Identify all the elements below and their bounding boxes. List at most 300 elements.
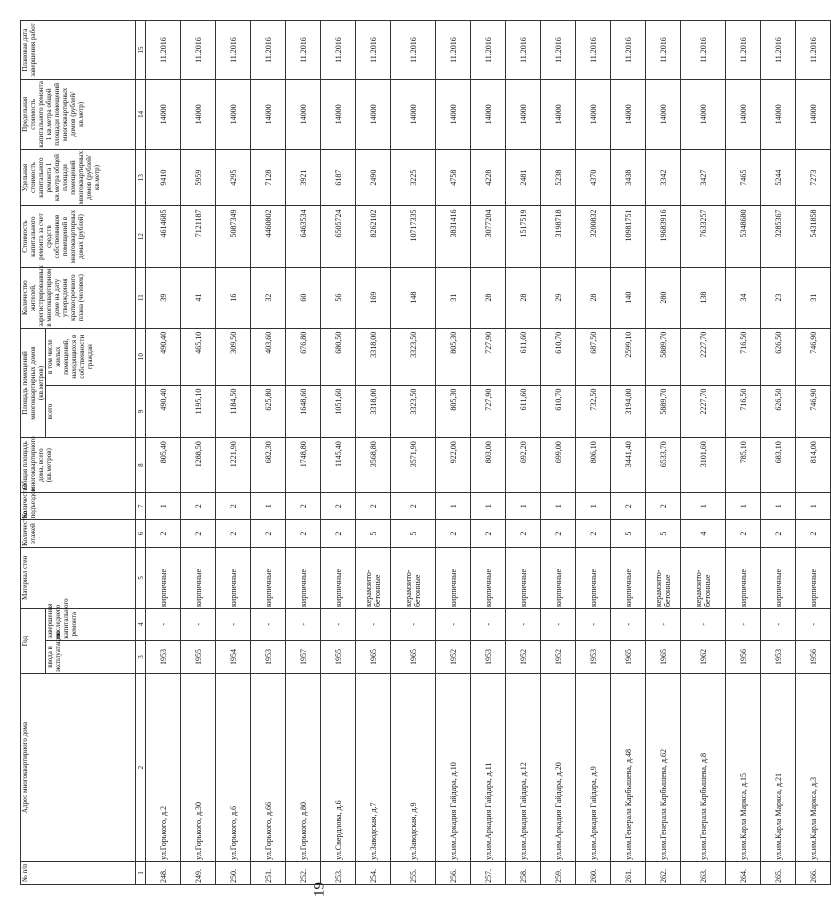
column-number: 12 bbox=[136, 206, 146, 267]
row-residents: 148 bbox=[391, 267, 436, 328]
row-num: 248. bbox=[146, 861, 181, 884]
row-year-repair: - bbox=[216, 608, 251, 640]
row-premises-private: 3318,00 bbox=[356, 328, 391, 385]
row-num: 251. bbox=[251, 861, 286, 884]
row-cost: 19683916 bbox=[646, 206, 681, 267]
row-premises-private: 746,90 bbox=[796, 328, 831, 385]
row-year-built: 1956 bbox=[796, 640, 831, 674]
row-total-area: 692,20 bbox=[506, 438, 541, 493]
row-material: кирпичные bbox=[541, 547, 576, 608]
row-premises-all: 727,90 bbox=[471, 385, 506, 438]
row-material: кирпичные bbox=[181, 547, 216, 608]
row-unit-cost: 3342 bbox=[646, 149, 681, 206]
row-entrances: 1 bbox=[761, 493, 796, 520]
row-num: 259. bbox=[541, 861, 576, 884]
row-year-repair: - bbox=[146, 608, 181, 640]
row-address: ул.им.Аркадия Гайдара, д.12 bbox=[506, 674, 541, 862]
row-premises-private: 490,40 bbox=[146, 328, 181, 385]
row-residents: 34 bbox=[726, 267, 761, 328]
row-floors: 2 bbox=[726, 520, 761, 547]
row-unit-cost: 7273 bbox=[796, 149, 831, 206]
row-residents: 29 bbox=[541, 267, 576, 328]
row-year-built: 1962 bbox=[681, 640, 726, 674]
row-residents: 140 bbox=[611, 267, 646, 328]
row-entrances: 2 bbox=[611, 493, 646, 520]
rotated-table-container bbox=[20, 20, 818, 885]
table-row bbox=[726, 21, 761, 885]
row-cost: 1517519 bbox=[506, 206, 541, 267]
table-row bbox=[646, 21, 681, 885]
table-row bbox=[436, 21, 471, 885]
row-entrances: 2 bbox=[356, 493, 391, 520]
table-row bbox=[391, 21, 436, 885]
row-max-cost: 14000 bbox=[796, 80, 831, 150]
row-year-repair: - bbox=[796, 608, 831, 640]
row-num: 264. bbox=[726, 861, 761, 884]
row-cost: 3831416 bbox=[436, 206, 471, 267]
row-total-area: 1748,80 bbox=[286, 438, 321, 493]
row-address: ул.Заводская, д.7 bbox=[356, 674, 391, 862]
column-number: 15 bbox=[136, 21, 146, 80]
row-year-repair: - bbox=[726, 608, 761, 640]
row-address: ул.им.Генерала Карбышева, д.62 bbox=[646, 674, 681, 862]
row-max-cost: 14000 bbox=[471, 80, 506, 150]
row-cost: 10717335 bbox=[391, 206, 436, 267]
row-address: ул.им.Генерала Карбышева, д.8 bbox=[681, 674, 726, 862]
row-planned-date: 11.2016 bbox=[541, 21, 576, 80]
row-max-cost: 14000 bbox=[436, 80, 471, 150]
table-row bbox=[761, 21, 796, 885]
row-year-repair: - bbox=[181, 608, 216, 640]
row-premises-all: 1184,50 bbox=[216, 385, 251, 438]
row-num: 255. bbox=[391, 861, 436, 884]
row-address: ул.Горького, д.30 bbox=[181, 674, 216, 862]
row-residents: 23 bbox=[761, 267, 796, 328]
row-total-area: 3441,40 bbox=[611, 438, 646, 493]
row-address: ул.Горького, д.66 bbox=[251, 674, 286, 862]
row-premises-private: 403,60 bbox=[251, 328, 286, 385]
row-planned-date: 11.2016 bbox=[576, 21, 611, 80]
row-cost: 7121187 bbox=[181, 206, 216, 267]
row-material: керамзито-бетонные bbox=[681, 547, 726, 608]
row-max-cost: 14000 bbox=[251, 80, 286, 150]
row-residents: 32 bbox=[251, 267, 286, 328]
row-max-cost: 14000 bbox=[146, 80, 181, 150]
column-number: 14 bbox=[136, 80, 146, 150]
row-address: ул.Горького, д.2 bbox=[146, 674, 181, 862]
row-material: керамзито-бетонные bbox=[391, 547, 436, 608]
column-number: 4 bbox=[136, 608, 146, 640]
row-cost: 6505724 bbox=[321, 206, 356, 267]
row-premises-all: 732,50 bbox=[576, 385, 611, 438]
row-unit-cost: 5244 bbox=[761, 149, 796, 206]
row-year-built: 1954 bbox=[216, 640, 251, 674]
row-total-area: 1221,90 bbox=[216, 438, 251, 493]
row-address: ул.им.Аркадия Гайдара, д.10 bbox=[436, 674, 471, 862]
row-residents: 280 bbox=[646, 267, 681, 328]
row-planned-date: 11.2016 bbox=[146, 21, 181, 80]
row-premises-private: 676,80 bbox=[286, 328, 321, 385]
column-number-row bbox=[136, 21, 146, 885]
row-material: кирпичные bbox=[286, 547, 321, 608]
header-planned-date: Плановая дата завершения работ bbox=[21, 21, 136, 80]
row-num: 260. bbox=[576, 861, 611, 884]
row-unit-cost: 4758 bbox=[436, 149, 471, 206]
row-max-cost: 14000 bbox=[646, 80, 681, 150]
row-planned-date: 11.2016 bbox=[321, 21, 356, 80]
row-premises-private: 805,30 bbox=[436, 328, 471, 385]
row-year-built: 1953 bbox=[146, 640, 181, 674]
column-number: 3 bbox=[136, 640, 146, 674]
row-planned-date: 11.2016 bbox=[761, 21, 796, 80]
row-premises-all: 2227,70 bbox=[681, 385, 726, 438]
row-planned-date: 11.2016 bbox=[611, 21, 646, 80]
row-num: 265. bbox=[761, 861, 796, 884]
row-year-repair: - bbox=[541, 608, 576, 640]
row-floors: 2 bbox=[286, 520, 321, 547]
row-address: ул.им.Карла Маркса, д.3 bbox=[796, 674, 831, 862]
table-row bbox=[216, 21, 251, 885]
header-year-group: Год bbox=[21, 608, 46, 673]
row-premises-private: 687,50 bbox=[576, 328, 611, 385]
row-year-built: 1952 bbox=[436, 640, 471, 674]
row-year-built: 1955 bbox=[321, 640, 356, 674]
row-cost: 7633257 bbox=[681, 206, 726, 267]
row-year-built: 1965 bbox=[356, 640, 391, 674]
row-premises-private: 309,50 bbox=[216, 328, 251, 385]
row-floors: 2 bbox=[216, 520, 251, 547]
capital-repair-table bbox=[20, 20, 831, 885]
row-premises-all: 626,50 bbox=[761, 385, 796, 438]
row-total-area: 699,00 bbox=[541, 438, 576, 493]
table-row bbox=[506, 21, 541, 885]
row-premises-all: 3323,50 bbox=[391, 385, 436, 438]
row-cost: 10981751 bbox=[611, 206, 646, 267]
header-year-built: ввода в эксплуатацию bbox=[46, 640, 136, 674]
row-unit-cost: 2481 bbox=[506, 149, 541, 206]
row-residents: 31 bbox=[796, 267, 831, 328]
row-entrances: 1 bbox=[681, 493, 726, 520]
row-premises-all: 1195,10 bbox=[181, 385, 216, 438]
row-material: кирпичные bbox=[321, 547, 356, 608]
row-planned-date: 11.2016 bbox=[796, 21, 831, 80]
column-number: 13 bbox=[136, 149, 146, 206]
row-year-built: 1965 bbox=[391, 640, 436, 674]
table-body bbox=[146, 21, 831, 885]
row-premises-all: 3194,00 bbox=[611, 385, 646, 438]
header-premises-all: всего bbox=[46, 385, 136, 438]
row-total-area: 806,10 bbox=[576, 438, 611, 493]
row-total-area: 814,00 bbox=[796, 438, 831, 493]
row-cost: 5431858 bbox=[796, 206, 831, 267]
row-floors: 2 bbox=[181, 520, 216, 547]
row-floors: 2 bbox=[761, 520, 796, 547]
row-material: кирпичные bbox=[761, 547, 796, 608]
row-premises-private: 716,50 bbox=[726, 328, 761, 385]
row-year-repair: - bbox=[321, 608, 356, 640]
row-cost: 3077204 bbox=[471, 206, 506, 267]
row-num: 256. bbox=[436, 861, 471, 884]
row-total-area: 922,00 bbox=[436, 438, 471, 493]
header-total-area: Общая площадь многоквартирного дома, всего (кв.метров) bbox=[21, 438, 136, 493]
row-cost: 4460802 bbox=[251, 206, 286, 267]
row-premises-private: 465,10 bbox=[181, 328, 216, 385]
header-num: № п/п bbox=[21, 861, 136, 884]
row-material: кирпичные bbox=[251, 547, 286, 608]
row-premises-private: 610,70 bbox=[541, 328, 576, 385]
table-row bbox=[576, 21, 611, 885]
row-floors: 2 bbox=[541, 520, 576, 547]
row-unit-cost: 7128 bbox=[251, 149, 286, 206]
row-premises-private: 5889,70 bbox=[646, 328, 681, 385]
column-number: 9 bbox=[136, 385, 146, 438]
row-address: ул.Свердлова, д.6 bbox=[321, 674, 356, 862]
column-number: 11 bbox=[136, 267, 146, 328]
row-premises-all: 610,70 bbox=[541, 385, 576, 438]
row-address: ул.им.Карла Маркса, д.21 bbox=[761, 674, 796, 862]
row-planned-date: 11.2016 bbox=[646, 21, 681, 80]
row-entrances: 1 bbox=[726, 493, 761, 520]
row-residents: 28 bbox=[576, 267, 611, 328]
row-floors: 5 bbox=[646, 520, 681, 547]
row-planned-date: 11.2016 bbox=[506, 21, 541, 80]
row-total-area: 3571,90 bbox=[391, 438, 436, 493]
table-row bbox=[471, 21, 506, 885]
column-number: 7 bbox=[136, 493, 146, 520]
row-premises-private: 680,50 bbox=[321, 328, 356, 385]
row-num: 257. bbox=[471, 861, 506, 884]
row-floors: 5 bbox=[611, 520, 646, 547]
row-total-area: 3101,60 bbox=[681, 438, 726, 493]
row-planned-date: 11.2016 bbox=[251, 21, 286, 80]
row-material: кирпичные bbox=[436, 547, 471, 608]
row-max-cost: 14000 bbox=[576, 80, 611, 150]
row-entrances: 1 bbox=[146, 493, 181, 520]
row-year-built: 1953 bbox=[761, 640, 796, 674]
row-max-cost: 14000 bbox=[286, 80, 321, 150]
row-num: 263. bbox=[681, 861, 726, 884]
row-year-repair: - bbox=[471, 608, 506, 640]
row-residents: 60 bbox=[286, 267, 321, 328]
row-planned-date: 11.2016 bbox=[436, 21, 471, 80]
table-row bbox=[251, 21, 286, 885]
row-address: ул.им.Генерала Карбышева, д.48 bbox=[611, 674, 646, 862]
header-row-1 bbox=[21, 21, 46, 885]
row-num: 262. bbox=[646, 861, 681, 884]
row-material: кирпичные bbox=[471, 547, 506, 608]
column-number: 5 bbox=[136, 547, 146, 608]
row-year-repair: - bbox=[506, 608, 541, 640]
row-material: кирпичные bbox=[216, 547, 251, 608]
row-unit-cost: 5959 bbox=[181, 149, 216, 206]
row-floors: 4 bbox=[681, 520, 726, 547]
row-unit-cost: 7465 bbox=[726, 149, 761, 206]
row-max-cost: 14000 bbox=[391, 80, 436, 150]
row-year-repair: - bbox=[251, 608, 286, 640]
row-year-built: 1965 bbox=[646, 640, 681, 674]
row-unit-cost: 3225 bbox=[391, 149, 436, 206]
row-max-cost: 14000 bbox=[761, 80, 796, 150]
row-num: 253. bbox=[321, 861, 356, 884]
row-planned-date: 11.2016 bbox=[726, 21, 761, 80]
row-cost: 3285367 bbox=[761, 206, 796, 267]
row-unit-cost: 5238 bbox=[541, 149, 576, 206]
header-premises-group: Площадь помещений многоквартирных домов (кв.метров) bbox=[21, 328, 46, 438]
row-planned-date: 11.2016 bbox=[286, 21, 321, 80]
row-entrances: 1 bbox=[471, 493, 506, 520]
row-year-built: 1952 bbox=[541, 640, 576, 674]
table-row bbox=[321, 21, 356, 885]
row-premises-all: 716,50 bbox=[726, 385, 761, 438]
row-num: 261. bbox=[611, 861, 646, 884]
row-unit-cost: 2490 bbox=[356, 149, 391, 206]
header-cost: Стоимость капитального ремонта за счет средств собственников помещений в многоквартирных домах (рублей) bbox=[21, 206, 136, 267]
row-cost: 3198718 bbox=[541, 206, 576, 267]
row-total-area: 785,10 bbox=[726, 438, 761, 493]
row-total-area: 1145,40 bbox=[321, 438, 356, 493]
row-residents: 41 bbox=[181, 267, 216, 328]
row-cost: 6463534 bbox=[286, 206, 321, 267]
header-max-cost: Предельная стоимость капитального ремонта 1 кв.метра общей площади помещений многоквартирных домов (рублей/кв.метр) bbox=[21, 80, 136, 150]
row-premises-all: 3318,00 bbox=[356, 385, 391, 438]
column-number: 8 bbox=[136, 438, 146, 493]
row-year-repair: - bbox=[436, 608, 471, 640]
row-premises-private: 3323,50 bbox=[391, 328, 436, 385]
row-floors: 2 bbox=[576, 520, 611, 547]
row-premises-all: 625,80 bbox=[251, 385, 286, 438]
row-address: ул.им.Аркадия Гайдара, д.20 bbox=[541, 674, 576, 862]
row-unit-cost: 3427 bbox=[681, 149, 726, 206]
row-year-repair: - bbox=[356, 608, 391, 640]
row-planned-date: 11.2016 bbox=[391, 21, 436, 80]
row-address: ул.Заводская, д.9 bbox=[391, 674, 436, 862]
row-max-cost: 14000 bbox=[681, 80, 726, 150]
row-year-built: 1952 bbox=[506, 640, 541, 674]
row-unit-cost: 4228 bbox=[471, 149, 506, 206]
row-floors: 2 bbox=[796, 520, 831, 547]
row-year-repair: - bbox=[646, 608, 681, 640]
header-year-repair: завершения последнего капитального ремонта bbox=[46, 608, 136, 640]
row-material: кирпичные bbox=[146, 547, 181, 608]
row-planned-date: 11.2016 bbox=[356, 21, 391, 80]
row-cost: 3200832 bbox=[576, 206, 611, 267]
table-row bbox=[181, 21, 216, 885]
row-cost: 8262102 bbox=[356, 206, 391, 267]
row-max-cost: 14000 bbox=[321, 80, 356, 150]
row-year-repair: - bbox=[761, 608, 796, 640]
row-entrances: 1 bbox=[796, 493, 831, 520]
header-material: Материал стен bbox=[21, 547, 136, 608]
row-material: керамзито-бетонные bbox=[356, 547, 391, 608]
row-entrances: 2 bbox=[286, 493, 321, 520]
row-premises-all: 1051,60 bbox=[321, 385, 356, 438]
row-year-repair: - bbox=[611, 608, 646, 640]
row-year-built: 1953 bbox=[576, 640, 611, 674]
row-residents: 28 bbox=[471, 267, 506, 328]
row-unit-cost: 4295 bbox=[216, 149, 251, 206]
table-row bbox=[796, 21, 831, 885]
row-unit-cost: 4370 bbox=[576, 149, 611, 206]
row-planned-date: 11.2016 bbox=[181, 21, 216, 80]
row-entrances: 1 bbox=[251, 493, 286, 520]
row-unit-cost: 6187 bbox=[321, 149, 356, 206]
table-row bbox=[146, 21, 181, 885]
row-premises-all: 490,40 bbox=[146, 385, 181, 438]
row-max-cost: 14000 bbox=[216, 80, 251, 150]
row-year-built: 1953 bbox=[251, 640, 286, 674]
row-floors: 2 bbox=[146, 520, 181, 547]
row-total-area: 682,30 bbox=[251, 438, 286, 493]
table-row bbox=[356, 21, 391, 885]
row-max-cost: 14000 bbox=[726, 80, 761, 150]
row-material: кирпичные bbox=[506, 547, 541, 608]
column-number: 6 bbox=[136, 520, 146, 547]
row-residents: 169 bbox=[356, 267, 391, 328]
table-row bbox=[681, 21, 726, 885]
row-entrances: 1 bbox=[436, 493, 471, 520]
row-total-area: 805,40 bbox=[146, 438, 181, 493]
header-floors: Количество этажей bbox=[21, 520, 136, 547]
row-floors: 2 bbox=[506, 520, 541, 547]
row-planned-date: 11.2016 bbox=[681, 21, 726, 80]
row-floors: 5 bbox=[391, 520, 436, 547]
row-unit-cost: 9410 bbox=[146, 149, 181, 206]
row-residents: 39 bbox=[146, 267, 181, 328]
row-premises-all: 746,90 bbox=[796, 385, 831, 438]
row-floors: 5 bbox=[356, 520, 391, 547]
row-premises-private: 611,60 bbox=[506, 328, 541, 385]
row-residents: 56 bbox=[321, 267, 356, 328]
row-year-built: 1955 bbox=[181, 640, 216, 674]
row-address: ул.Горького, д.80 bbox=[286, 674, 321, 862]
row-address: ул.им.Аркадия Гайдара, д.11 bbox=[471, 674, 506, 862]
row-total-area: 3568,80 bbox=[356, 438, 391, 493]
header-unit-cost: Удельная стоимость капитального ремонта 1 кв.метра общей площади помещений многоквартирных домов (рублей/кв.метр) bbox=[21, 149, 136, 206]
row-premises-all: 611,60 bbox=[506, 385, 541, 438]
row-total-area: 1288,50 bbox=[181, 438, 216, 493]
row-address: ул.Горького, д.6 bbox=[216, 674, 251, 862]
row-residents: 138 bbox=[681, 267, 726, 328]
row-premises-private: 2599,10 bbox=[611, 328, 646, 385]
row-year-repair: - bbox=[286, 608, 321, 640]
row-year-repair: - bbox=[391, 608, 436, 640]
row-total-area: 683,10 bbox=[761, 438, 796, 493]
row-premises-private: 2227,70 bbox=[681, 328, 726, 385]
row-material: кирпичные bbox=[611, 547, 646, 608]
row-material: кирпичные bbox=[726, 547, 761, 608]
row-entrances: 1 bbox=[576, 493, 611, 520]
column-number: 10 bbox=[136, 328, 146, 385]
row-num: 266. bbox=[796, 861, 831, 884]
row-year-built: 1965 bbox=[611, 640, 646, 674]
row-address: ул.им.Карла Маркса, д.15 bbox=[726, 674, 761, 862]
header-entrances: Количество подъездов bbox=[21, 493, 136, 520]
row-premises-all: 1648,60 bbox=[286, 385, 321, 438]
row-floors: 2 bbox=[251, 520, 286, 547]
table-row bbox=[611, 21, 646, 885]
row-entrances: 1 bbox=[506, 493, 541, 520]
row-unit-cost: 3921 bbox=[286, 149, 321, 206]
row-num: 250. bbox=[216, 861, 251, 884]
row-cost: 4614685 bbox=[146, 206, 181, 267]
row-year-repair: - bbox=[576, 608, 611, 640]
row-num: 258. bbox=[506, 861, 541, 884]
row-premises-private: 727,90 bbox=[471, 328, 506, 385]
row-address: ул.им.Аркадия Гайдара, д.9 bbox=[576, 674, 611, 862]
row-year-built: 1953 bbox=[471, 640, 506, 674]
row-residents: 16 bbox=[216, 267, 251, 328]
row-residents: 31 bbox=[436, 267, 471, 328]
